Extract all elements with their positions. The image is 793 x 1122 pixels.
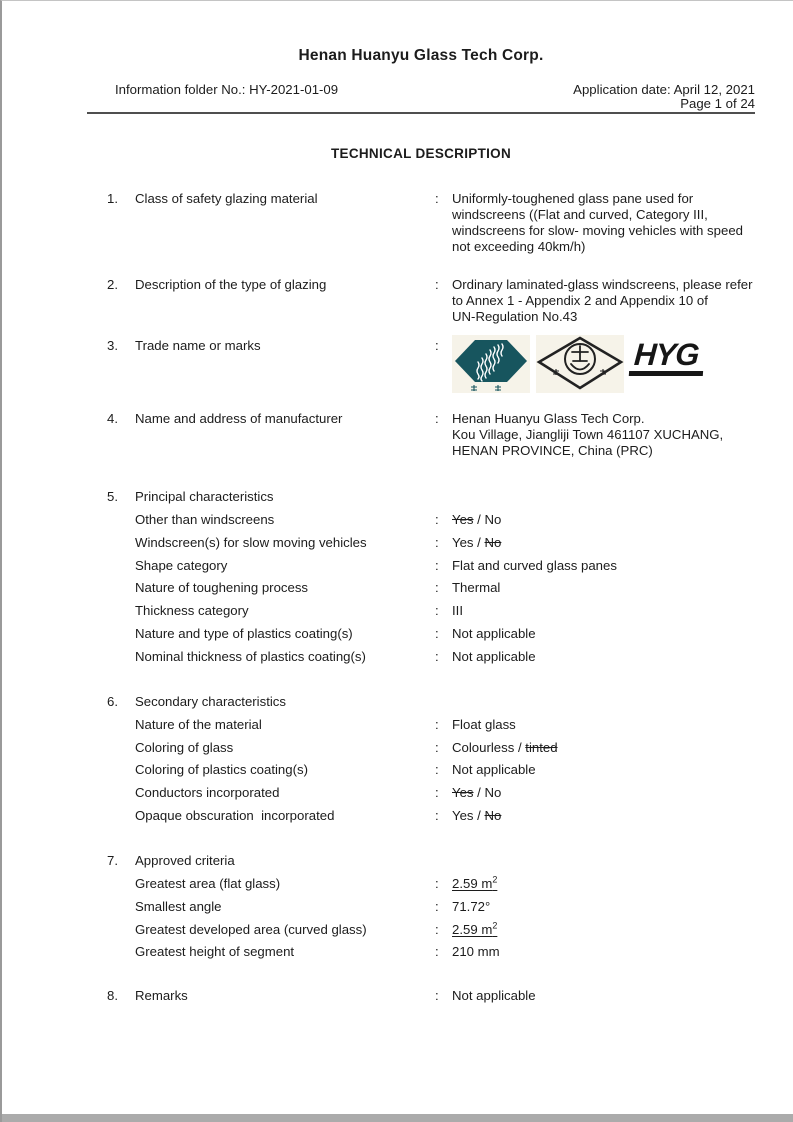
row-value: 71.72° <box>452 898 491 914</box>
row-value: Not applicable <box>452 625 536 641</box>
value-line: not exceeding 40km/h) <box>452 239 586 254</box>
colon-separator: : <box>435 785 439 801</box>
row-label: Greatest developed area (curved glass) <box>135 921 367 937</box>
row-label: Opaque obscuration incorporated <box>135 807 335 823</box>
section-title: Approved criteria <box>135 852 235 868</box>
document-content <box>87 47 755 1004</box>
row-value <box>452 512 755 528</box>
colon-separator: : <box>435 988 439 1004</box>
row-label: Coloring of plastics coating(s) <box>135 762 308 778</box>
characteristic-row <box>107 535 755 551</box>
characteristic-row <box>107 785 755 801</box>
application-date: Application date: April 12, 2021 <box>573 82 755 97</box>
section-title: Principal characteristics <box>135 489 274 504</box>
characteristic-row <box>107 717 755 733</box>
item-label: Remarks <box>135 988 188 1004</box>
row-label: Thickness category <box>135 603 249 619</box>
row-label: Greatest height of segment <box>135 944 295 960</box>
section-principal-characteristics <box>107 489 755 505</box>
item-number: 4. <box>107 411 118 426</box>
row-value: Thermal <box>452 580 501 596</box>
item-value <box>452 277 755 325</box>
colon-separator: : <box>435 807 439 823</box>
colon-separator: : <box>435 557 439 573</box>
characteristic-row <box>107 649 755 665</box>
row-label: Conductors incorporated <box>135 785 280 801</box>
characteristic-row <box>107 603 755 619</box>
row-value: Not applicable <box>452 762 536 778</box>
value-line: HENAN PROVINCE, China (PRC) <box>452 443 653 458</box>
row-value <box>452 785 755 801</box>
item-label: Description of the type of glazing <box>135 277 327 292</box>
row-value: 210 mm <box>452 944 500 960</box>
colon-separator: : <box>435 875 439 891</box>
colon-separator: : <box>435 648 439 664</box>
item-number: 3. <box>107 338 118 353</box>
colon-separator: : <box>435 534 439 550</box>
hyg-logo <box>633 337 705 376</box>
value-line: Kou Village, Jiangliji Town 461107 XUCHANG, <box>452 427 724 442</box>
company-name: Henan Huanyu Glass Tech Corp. <box>298 47 544 64</box>
page-bottom-edge <box>2 1114 793 1122</box>
colon-separator: : <box>435 277 439 292</box>
document-title: TECHNICAL DESCRIPTION <box>330 146 512 161</box>
hexagon-wave-logo-icon <box>452 335 530 393</box>
characteristic-row <box>107 808 755 824</box>
characteristic-row <box>107 740 755 756</box>
header-rule <box>87 112 755 114</box>
struck-option: Yes <box>452 785 474 801</box>
item-label: Class of safety glazing material <box>135 191 318 206</box>
row-label: Nature of the material <box>135 716 262 732</box>
row-value <box>452 740 755 756</box>
document-meta <box>87 83 755 111</box>
colon-separator: : <box>435 411 439 426</box>
info-folder-number: Information folder No.: HY-2021-01-09 <box>115 82 339 97</box>
item-number: 8. <box>107 988 118 1004</box>
kept-option: Colourless / <box>452 739 526 755</box>
characteristic-row <box>107 762 755 778</box>
characteristic-row <box>107 626 755 642</box>
struck-option: No <box>484 807 502 823</box>
value-line: windscreens for slow- moving vehicles with speed <box>452 223 743 238</box>
item-label: Name and address of manufacturer <box>135 411 343 426</box>
superscript: 2 <box>492 920 498 931</box>
measurement-value: 2.59 m <box>452 875 493 891</box>
row-label: Windscreen(s) for slow moving vehicles <box>135 534 367 550</box>
colon-separator: : <box>435 898 439 914</box>
row-label: Coloring of glass <box>135 739 234 755</box>
row-label: Other than windscreens <box>135 512 275 527</box>
kept-option: Yes / <box>452 534 485 550</box>
row-label: Shape category <box>135 557 228 573</box>
row-value: Not applicable <box>452 648 536 664</box>
section-approved-criteria <box>107 853 755 869</box>
superscript: 2 <box>492 874 498 885</box>
trademark-logos <box>452 335 755 393</box>
colon-separator: : <box>435 625 439 641</box>
value-line: Ordinary laminated-glass windscreens, please refer <box>452 277 753 292</box>
struck-option: No <box>484 534 502 550</box>
item-number: 1. <box>107 191 118 206</box>
measurement-value: 2.59 m <box>452 921 493 937</box>
item-value <box>452 411 755 459</box>
item-value: Not applicable <box>452 988 536 1004</box>
characteristic-row <box>107 580 755 596</box>
kept-option: / No <box>473 512 502 527</box>
item-value <box>452 191 755 255</box>
item-number: 6. <box>107 693 118 709</box>
value-line: to Annex 1 - Appendix 2 and Appendix 10 of <box>452 293 708 308</box>
row-value <box>452 922 755 938</box>
item-type-of-glazing <box>107 277 755 325</box>
row-value <box>452 808 755 824</box>
row-label: Nominal thickness of plastics coating(s) <box>135 648 366 664</box>
row-label: Smallest angle <box>135 898 222 914</box>
colon-separator: : <box>435 191 439 206</box>
row-value: Float glass <box>452 716 516 732</box>
row-value <box>452 535 755 551</box>
item-number: 2. <box>107 277 118 292</box>
characteristic-row <box>107 512 755 528</box>
meta-right-block <box>573 83 755 111</box>
value-line: Uniformly-toughened glass pane used for <box>452 191 694 206</box>
item-label: Trade name or marks <box>135 338 261 353</box>
struck-option: tinted <box>525 739 558 755</box>
item-number: 7. <box>107 852 118 868</box>
colon-separator: : <box>435 716 439 732</box>
page-number: Page 1 of 24 <box>680 96 755 111</box>
kept-option: Yes / <box>452 807 485 823</box>
row-value: Flat and curved glass panes <box>452 557 617 573</box>
characteristic-row <box>107 558 755 574</box>
item-manufacturer <box>107 411 755 459</box>
section-title: Secondary characteristics <box>135 693 286 709</box>
colon-separator: : <box>435 512 439 527</box>
row-label: Nature of toughening process <box>135 580 309 596</box>
row-label: Greatest area (flat glass) <box>135 875 281 891</box>
value-line: windscreens ((Flat and curved, Category III, <box>452 207 708 222</box>
colon-separator: : <box>435 338 439 353</box>
criteria-row <box>107 944 755 960</box>
value-line: UN-Regulation No.43 <box>452 309 578 324</box>
colon-separator: : <box>435 944 439 960</box>
colon-separator: : <box>435 762 439 778</box>
colon-separator: : <box>435 739 439 755</box>
value-line: Henan Huanyu Glass Tech Corp. <box>452 411 645 426</box>
row-label: Nature and type of plastics coating(s) <box>135 625 353 641</box>
criteria-row <box>107 922 755 938</box>
item-number: 5. <box>107 489 118 504</box>
diamond-circle-logo-icon <box>536 335 624 393</box>
colon-separator: : <box>435 921 439 937</box>
criteria-row <box>107 899 755 915</box>
row-value <box>452 876 755 892</box>
hyg-logo-text: HYG <box>633 337 700 372</box>
struck-option: Yes <box>452 512 474 527</box>
item-remarks <box>107 988 755 1004</box>
criteria-row <box>107 876 755 892</box>
item-trade-marks <box>107 338 755 393</box>
colon-separator: : <box>435 580 439 596</box>
row-value: III <box>452 603 463 619</box>
item-class-of-glazing <box>107 191 755 255</box>
section-secondary-characteristics <box>107 694 755 710</box>
kept-option: / No <box>473 785 502 801</box>
colon-separator: : <box>435 603 439 619</box>
